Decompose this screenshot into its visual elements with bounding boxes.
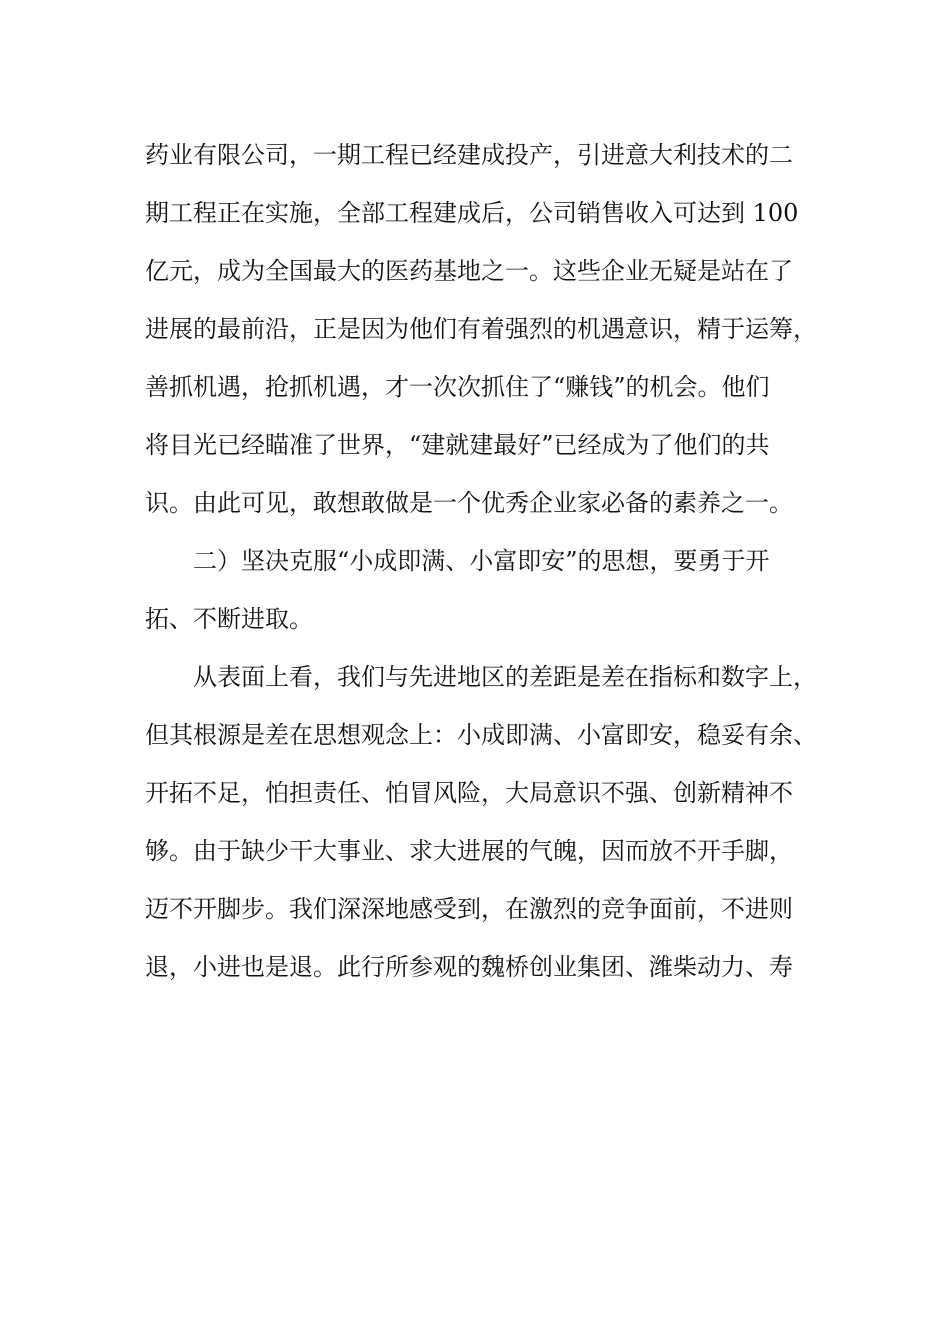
body-text: [145, 126, 817, 996]
text-line-8: 二）坚决克服“小成即满、小富即安”的思想，要勇于开: [193, 547, 770, 575]
text-line-15: 退，小进也是退。此行所参观的魏桥创业集团、潍柴动力、寿: [145, 953, 793, 981]
text-line-5: 善抓机遇，抢抓机遇，才一次次抓住了“赚钱”的机会。他们: [145, 373, 770, 401]
text-line-12: 开拓不足，怕担责任、怕冒风险，大局意识不强、创新精神不: [145, 779, 793, 807]
text-line-3: 亿元，成为全国最大的医药基地之一。这些企业无疑是站在了: [145, 257, 793, 285]
text-line-4: 进展的最前沿，正是因为他们有着强烈的机遇意识，精于运筹，: [145, 315, 817, 343]
text-line-2: 期工程正在实施，全部工程建成后，公司销售收入可达到 100: [145, 199, 799, 227]
text-line-13: 够。由于缺少干大事业、求大进展的气魄，因而放不开手脚，: [145, 837, 793, 865]
text-line-1: 药业有限公司，一期工程已经建成投产，引进意大利技术的二: [145, 141, 793, 169]
text-line-7: 识。由此可见，敢想敢做是一个优秀企业家必备的素养之一。: [145, 489, 793, 517]
text-line-11: 但其根源是差在思想观念上：小成即满、小富即安，稳妥有余、: [145, 721, 817, 749]
text-line-9: 拓、不断进取。: [145, 605, 313, 633]
text-line-6: 将目光已经瞄准了世界，“建就建最好”已经成为了他们的共: [145, 431, 770, 459]
text-line-14: 迈不开脚步。我们深深地感受到，在激烈的竞争面前，不进则: [145, 895, 793, 923]
text-line-10: 从表面上看，我们与先进地区的差距是差在指标和数字上，: [193, 663, 817, 691]
